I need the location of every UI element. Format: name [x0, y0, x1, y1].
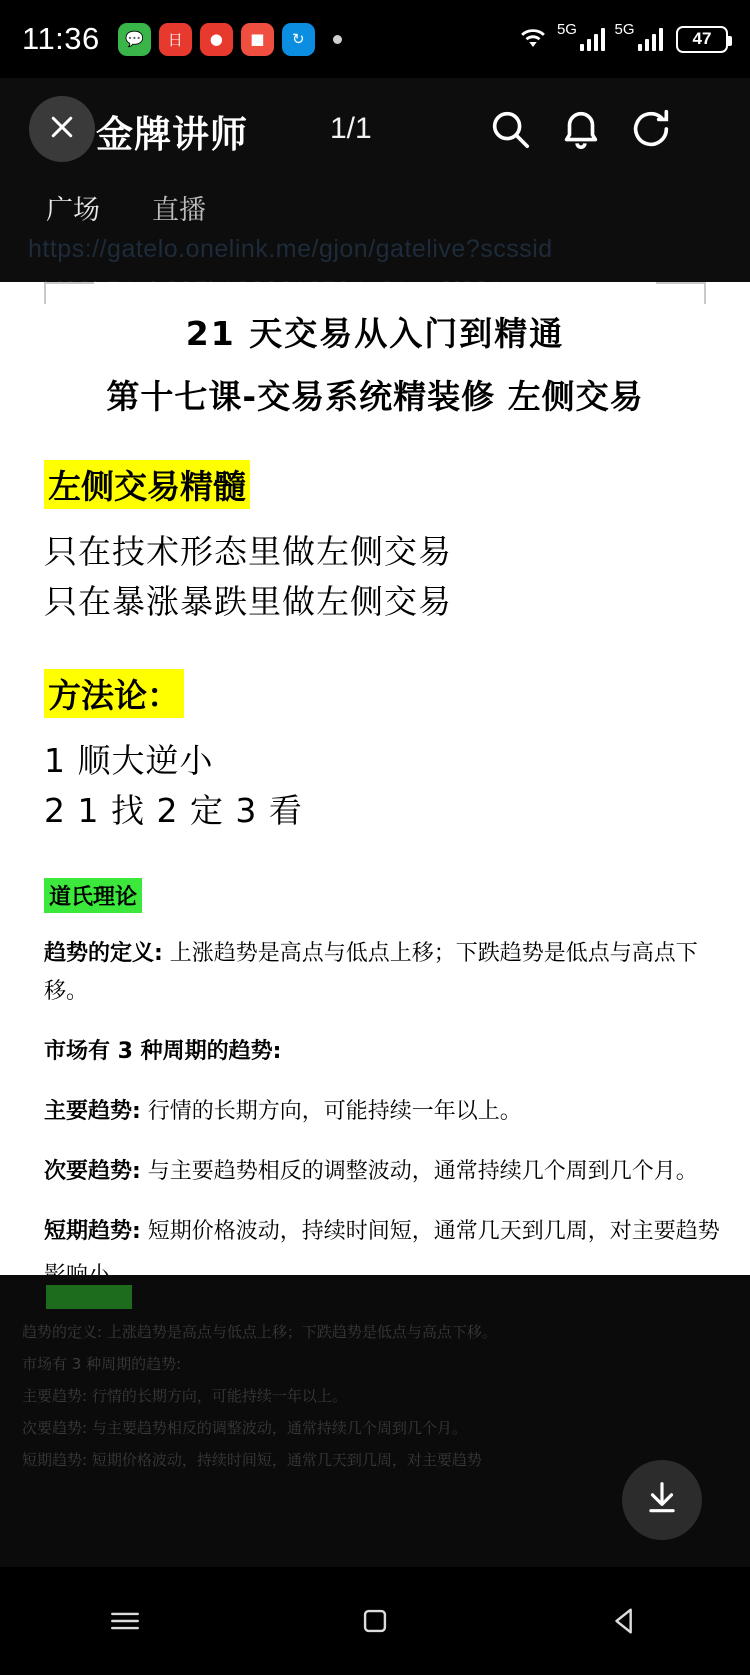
body-1-line-1: 只在技术形态里做左侧交易	[44, 532, 452, 571]
paragraph-text-3: 与主要趋势相反的调整波动，通常持续几个周到几个月。	[140, 1159, 698, 1184]
section-methodology	[44, 669, 720, 836]
bell-icon[interactable]	[558, 106, 604, 152]
section-dow-theory	[44, 878, 720, 913]
paragraph-group	[44, 935, 720, 1295]
wifi-icon	[518, 22, 548, 57]
paragraph-three-cycles	[44, 1033, 720, 1071]
menu-icon[interactable]	[80, 1591, 170, 1651]
signal-5g-2: 5G	[614, 27, 663, 51]
paragraph-short-trend	[44, 1213, 720, 1251]
highlight-heading-1: 左侧交易精髓	[44, 460, 250, 509]
photo-app-icon: ■	[241, 23, 274, 56]
app-header	[0, 78, 750, 282]
refresh-icon[interactable]	[628, 106, 674, 152]
doc-title-line-2: 第十七课-交易系统精装修 左侧交易	[106, 377, 644, 416]
section-left-trading	[44, 460, 720, 627]
page-title: 金牌讲师	[96, 114, 248, 155]
status-time: 11:36	[22, 21, 100, 56]
header-tabs	[0, 188, 750, 227]
download-button[interactable]	[622, 1460, 702, 1540]
paragraph-label-0: 趋势的定义:	[44, 941, 163, 966]
ghost-line-4: 短期趋势: 短期价格波动，持续时间短，通常几天到几周，对主要趋势	[22, 1451, 482, 1469]
paragraph-text-4: 短期价格波动，持续时间短，通常几天到几周，对主要趋势	[140, 1219, 720, 1244]
highlight-heading-3: 道氏理论	[44, 878, 142, 913]
close-icon	[47, 112, 77, 147]
signal-5g-1: 5G	[557, 27, 606, 51]
page-corner-left	[44, 282, 94, 304]
ghost-line-1: 市场有 3 种周期的趋势:	[22, 1355, 182, 1373]
doc-title-line-1: 21 天交易从入门到精通	[185, 314, 565, 353]
status-right-group	[518, 22, 728, 57]
page-indicator: 1/1	[330, 112, 372, 145]
home-square-icon[interactable]	[330, 1591, 420, 1651]
highlight-heading-2: 方法论：	[44, 669, 184, 718]
paragraph-label-3: 次要趋势:	[44, 1159, 141, 1184]
ghost-line-2: 主要趋势: 行情的长期方向，可能持续一年以上。	[22, 1387, 347, 1405]
status-bar	[0, 0, 750, 78]
ghost-highlight	[46, 1285, 132, 1309]
back-triangle-icon[interactable]	[580, 1591, 670, 1651]
system-nav-bar	[0, 1567, 750, 1675]
signal-bars-icon-2	[638, 27, 664, 51]
body-1-line-2: 只在暴涨暴跌里做左侧交易	[44, 582, 452, 621]
paragraph-trend-definition	[44, 935, 720, 1011]
paragraph-secondary-trend	[44, 1153, 720, 1191]
signal-bars-icon	[580, 27, 606, 51]
paragraph-primary-trend	[44, 1093, 720, 1131]
wechat-icon: 💬	[118, 23, 151, 56]
body-2-line-1: 1 顺大逆小	[44, 741, 214, 780]
paragraph-label-1: 市场有 3 种周期的趋势:	[44, 1039, 282, 1064]
battery-indicator	[676, 26, 728, 53]
news-icon: 日	[159, 23, 192, 56]
status-app-icons	[118, 23, 342, 56]
page-corner-right	[656, 282, 706, 304]
close-button[interactable]	[29, 96, 95, 162]
document-page[interactable]	[0, 282, 750, 1275]
paragraph-text-0: 上涨趋势是高点与低点上移；下跌趋势是低点与高点下移。	[44, 941, 698, 1004]
tab-plaza[interactable]: 广场	[46, 195, 100, 225]
download-icon	[643, 1479, 681, 1522]
paragraph-label-2: 主要趋势:	[44, 1099, 141, 1124]
search-icon[interactable]	[487, 106, 533, 152]
faint-link-line-1: https://gatelo.onelink.me/gjon/gatelive?scssid	[28, 235, 553, 263]
browser-icon: ↻	[282, 23, 315, 56]
body-2-line-2: 2 1 找 2 定 3 看	[44, 791, 303, 830]
ghost-line-3: 次要趋势: 与主要趋势相反的调整波动，通常持续几个周到几个月。	[22, 1419, 467, 1437]
tab-live[interactable]: 直播	[152, 195, 206, 225]
paragraph-label-4: 短期趋势:	[44, 1219, 141, 1244]
notification-dot-icon	[333, 35, 342, 44]
paragraph-text-2: 行情的长期方向，可能持续一年以上。	[140, 1099, 522, 1124]
ghost-line-0: 趋势的定义: 上涨趋势是高点与低点上移；下跌趋势是低点与高点下移。	[22, 1323, 497, 1341]
battery-level: 47	[692, 29, 712, 48]
red-app-icon: ●	[200, 23, 233, 56]
